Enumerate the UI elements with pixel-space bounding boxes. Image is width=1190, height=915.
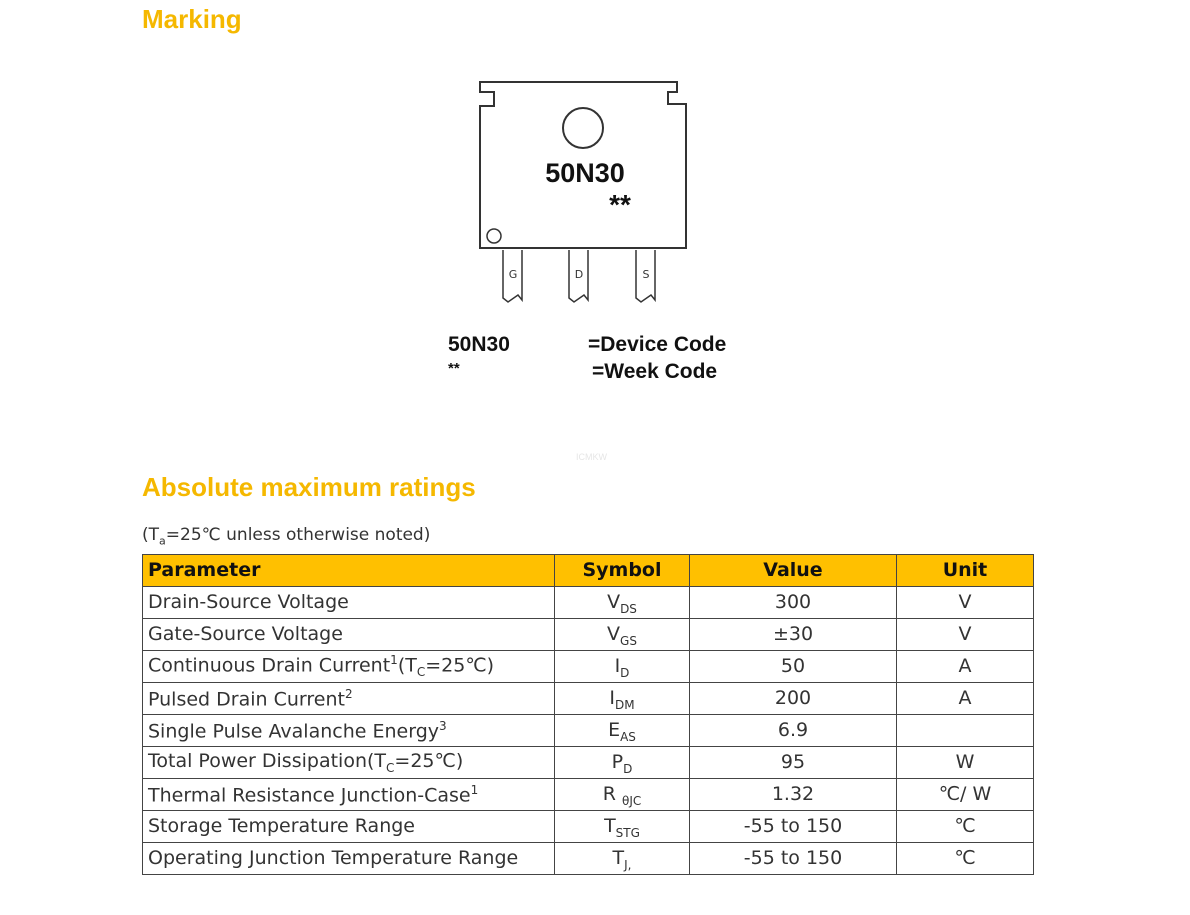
symbol-subscript: J, [624, 858, 632, 872]
pin-label-g: G [508, 268, 518, 281]
cell-value: 50 [690, 651, 897, 683]
header-unit: Unit [897, 555, 1034, 587]
parameter-text: Drain-Source Voltage [148, 591, 349, 613]
cell-parameter [143, 587, 555, 619]
pin-label-d: D [574, 268, 584, 281]
note-sub: a [159, 534, 166, 548]
legend-device-key: 50N30 [448, 333, 510, 356]
table-row [143, 683, 1034, 715]
cell-symbol [555, 779, 690, 811]
ratings-condition-note [142, 525, 430, 547]
cell-symbol [555, 843, 690, 875]
cell-symbol [555, 651, 690, 683]
header-parameter: Parameter [143, 555, 555, 587]
ratings-table [142, 554, 1034, 875]
symbol-subscript: DS [620, 602, 637, 616]
symbol-subscript: GS [620, 634, 637, 648]
cell-unit: A [897, 651, 1034, 683]
cell-value: -55 to 150 [690, 811, 897, 843]
parameter-text: Total Power Dissipation(T [148, 749, 387, 772]
header-symbol: Symbol [555, 555, 690, 587]
legend-week-key: ** [448, 360, 460, 377]
cell-parameter [143, 683, 555, 715]
cell-value: 95 [690, 747, 897, 779]
parameter-text: Single Pulse Avalanche Energy [148, 720, 439, 743]
header-value: Value [690, 555, 897, 587]
cell-unit: V [897, 587, 1034, 619]
cell-unit: ℃/ W [897, 779, 1034, 811]
package-week-code: ** [609, 189, 631, 220]
parameter-text: Pulsed Drain Current [148, 688, 345, 711]
ratings-heading: Absolute maximum ratings [142, 472, 476, 502]
pin-label-s: S [642, 268, 650, 281]
symbol-subscript: D [620, 666, 630, 680]
symbol-letter: T [612, 847, 625, 869]
parameter-text: Operating Junction Temperature Range [148, 847, 519, 869]
cell-unit: W [897, 747, 1034, 779]
legend-device-desc: =Device Code [588, 333, 727, 356]
cell-parameter [143, 715, 555, 747]
cell-unit: A [897, 683, 1034, 715]
symbol-letter: P [611, 751, 624, 773]
parameter-text: Storage Temperature Range [148, 815, 415, 837]
note-pre: (T [142, 525, 160, 545]
cell-unit: ℃ [897, 843, 1034, 875]
symbol-letter: R [602, 783, 622, 805]
cell-unit: V [897, 619, 1034, 651]
symbol-subscript: DM [615, 698, 635, 712]
symbol-letter: E [608, 719, 621, 741]
cell-symbol [555, 683, 690, 715]
symbol-letter: I [609, 687, 615, 709]
cell-unit [897, 715, 1034, 747]
pin-gate [503, 250, 522, 302]
symbol-letter: V [607, 623, 621, 645]
cell-value: 300 [690, 587, 897, 619]
cell-unit: ℃ [897, 811, 1034, 843]
symbol-subscript: θJC [621, 794, 642, 808]
parameter-text: =25℃) [394, 749, 464, 772]
cell-value: 1.32 [690, 779, 897, 811]
watermark: ICMKW [576, 452, 607, 462]
table-row [143, 619, 1034, 651]
symbol-subscript: AS [620, 730, 636, 744]
table-row [143, 651, 1034, 683]
parameter-text: Thermal Resistance Junction-Case [148, 784, 471, 807]
parameter-text: 3 [439, 718, 447, 733]
table-row [143, 715, 1034, 747]
cell-parameter [143, 779, 555, 811]
cell-value: -55 to 150 [690, 843, 897, 875]
parameter-text: 1 [470, 782, 479, 797]
symbol-letter: I [614, 655, 621, 677]
symbol-subscript: STG [615, 826, 640, 840]
table-row [143, 843, 1034, 875]
symbol-subscript: D [623, 762, 633, 776]
table-row [143, 747, 1034, 779]
table-header-row [143, 555, 1034, 587]
symbol-letter: V [607, 591, 621, 613]
package-device-code: 50N30 [545, 158, 625, 188]
table-row [143, 587, 1034, 619]
cell-symbol [555, 715, 690, 747]
cell-parameter [143, 843, 555, 875]
pin-drain [569, 250, 588, 302]
table-row [143, 811, 1034, 843]
parameter-text: C [386, 760, 395, 775]
pin-source [636, 250, 655, 302]
cell-value: 6.9 [690, 715, 897, 747]
cell-symbol [555, 587, 690, 619]
parameter-text: Gate-Source Voltage [148, 623, 343, 645]
parameter-text: 1 [390, 653, 398, 668]
package-outline-diagram [470, 78, 690, 308]
table-row [143, 779, 1034, 811]
legend-week-desc: =Week Code [592, 360, 718, 383]
symbol-letter: T [604, 815, 616, 837]
parameter-text: Continuous Drain Current [148, 654, 391, 677]
parameter-text: =25℃) [425, 654, 495, 677]
cell-parameter [143, 651, 555, 683]
cell-parameter [143, 811, 555, 843]
cell-symbol [555, 811, 690, 843]
cell-value: ±30 [690, 619, 897, 651]
cell-symbol [555, 747, 690, 779]
parameter-text: 2 [344, 686, 353, 701]
cell-parameter [143, 747, 555, 779]
cell-value: 200 [690, 683, 897, 715]
cell-symbol [555, 619, 690, 651]
note-post: =25℃ unless otherwise noted) [165, 525, 431, 545]
parameter-text: (T [397, 654, 417, 677]
parameter-text: C [416, 665, 426, 680]
marking-heading: Marking [142, 4, 242, 34]
cell-parameter [143, 619, 555, 651]
